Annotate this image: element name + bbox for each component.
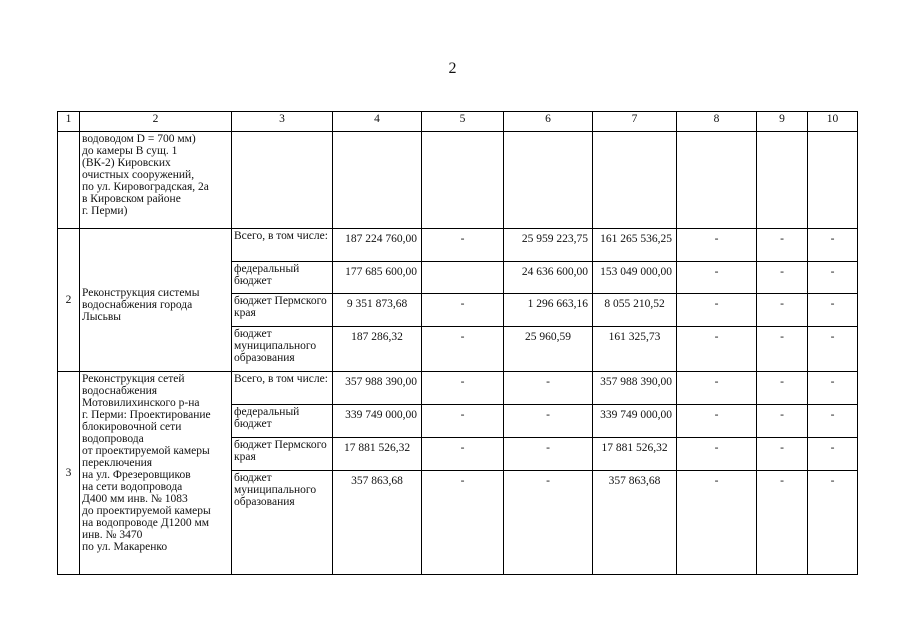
amount-col10: - xyxy=(808,405,858,438)
amount-col9: - xyxy=(757,327,808,372)
amount-col7: 161 265 536,25 xyxy=(593,229,677,262)
amount-col10: - xyxy=(808,438,858,471)
empty-cell xyxy=(808,132,858,229)
amount-col4: 9 351 873,68 xyxy=(333,294,422,327)
funding-source: бюджет Пермского края xyxy=(232,438,333,471)
amount-col10: - xyxy=(808,229,858,262)
empty-cell xyxy=(58,132,80,229)
amount-col9: - xyxy=(757,405,808,438)
amount-col8: - xyxy=(677,262,757,294)
header-cell: 2 xyxy=(80,112,232,132)
amount-col5: - xyxy=(422,372,504,405)
header-cell: 8 xyxy=(677,112,757,132)
project-number: 3 xyxy=(58,372,80,575)
amount-col4: 187 224 760,00 xyxy=(333,229,422,262)
amount-col7: 339 749 000,00 xyxy=(593,405,677,438)
amount-col5: - xyxy=(422,327,504,372)
amount-col7: 17 881 526,32 xyxy=(593,438,677,471)
amount-col6: - xyxy=(504,471,593,575)
amount-col10: - xyxy=(808,262,858,294)
header-cell: 3 xyxy=(232,112,333,132)
amount-col6: - xyxy=(504,405,593,438)
amount-col7: 357 988 390,00 xyxy=(593,372,677,405)
amount-col9: - xyxy=(757,438,808,471)
header-cell: 5 xyxy=(422,112,504,132)
amount-col4: 357 988 390,00 xyxy=(333,372,422,405)
header-cell: 6 xyxy=(504,112,593,132)
funding-source: бюджет муниципального образования xyxy=(232,471,333,575)
amount-col10: - xyxy=(808,294,858,327)
funding-source: бюджет Пермского края xyxy=(232,294,333,327)
amount-col4: 357 863,68 xyxy=(333,471,422,575)
amount-col4: 187 286,32 xyxy=(333,327,422,372)
amount-col10: - xyxy=(808,372,858,405)
amount-col8: - xyxy=(677,327,757,372)
amount-col5: - xyxy=(422,471,504,575)
empty-cell xyxy=(757,132,808,229)
continuation-row xyxy=(58,132,858,229)
funding-source: бюджет муниципального образования xyxy=(232,327,333,372)
amount-col6: 25 960,59 xyxy=(504,327,593,372)
amount-col8: - xyxy=(677,294,757,327)
funding-source: федеральный бюджет xyxy=(232,262,333,294)
empty-cell xyxy=(333,132,422,229)
amount-col5 xyxy=(422,262,504,294)
header-cell: 10 xyxy=(808,112,858,132)
empty-cell xyxy=(593,132,677,229)
amount-col4: 339 749 000,00 xyxy=(333,405,422,438)
amount-col8: - xyxy=(677,372,757,405)
header-cell: 1 xyxy=(58,112,80,132)
amount-col10: - xyxy=(808,471,858,575)
amount-col9: - xyxy=(757,372,808,405)
project-name-continuation: водоводом D = 700 мм) до камеры В сущ. 1 (ВК-2) Кировских очистных сооружений, по ул. Кировоградская, 2а в Кировском районе г. Перми) xyxy=(80,132,232,229)
amount-col4: 17 881 526,32 xyxy=(333,438,422,471)
empty-cell xyxy=(232,132,333,229)
empty-cell xyxy=(677,132,757,229)
amount-col5: - xyxy=(422,229,504,262)
header-row xyxy=(58,112,858,132)
amount-col9: - xyxy=(757,471,808,575)
table-row xyxy=(58,372,858,405)
amount-col7: 153 049 000,00 xyxy=(593,262,677,294)
amount-col8: - xyxy=(677,229,757,262)
amount-col5: - xyxy=(422,438,504,471)
amount-col7: 8 055 210,52 xyxy=(593,294,677,327)
amount-col6: 24 636 600,00 xyxy=(504,262,593,294)
project-name: Реконструкция сетей водоснабжения Мотовилихинского р-на г. Перми: Проектирование блокировочной сети водопровода от проектируемой камеры переключения на ул. Фрезеровщиков на сети водопровода Д400 мм инв. № 1083 до проектируемой камеры на водопроводе Д1200 мм инв. № 3470 по ул. Макаренко xyxy=(80,372,232,575)
amount-col6: 1 296 663,16 xyxy=(504,294,593,327)
amount-col8: - xyxy=(677,438,757,471)
amount-col9: - xyxy=(757,294,808,327)
empty-cell xyxy=(504,132,593,229)
empty-cell xyxy=(422,132,504,229)
amount-col6: - xyxy=(504,438,593,471)
amount-col5: - xyxy=(422,294,504,327)
funding-source: федеральный бюджет xyxy=(232,405,333,438)
amount-col4: 177 685 600,00 xyxy=(333,262,422,294)
funding-source: Всего, в том числе: xyxy=(232,229,333,262)
header-cell: 9 xyxy=(757,112,808,132)
project-number: 2 xyxy=(58,229,80,372)
amount-col8: - xyxy=(677,405,757,438)
amount-col7: 357 863,68 xyxy=(593,471,677,575)
header-cell: 4 xyxy=(333,112,422,132)
table-row xyxy=(58,229,858,262)
amount-col7: 161 325,73 xyxy=(593,327,677,372)
amount-col8: - xyxy=(677,471,757,575)
amount-col5: - xyxy=(422,405,504,438)
funding-source: Всего, в том числе: xyxy=(232,372,333,405)
amount-col10: - xyxy=(808,327,858,372)
project-name: Реконструкция системы водоснабжения города Лысьвы xyxy=(80,229,232,372)
amount-col9: - xyxy=(757,262,808,294)
header-cell: 7 xyxy=(593,112,677,132)
page-number: 2 xyxy=(448,60,457,77)
amount-col6: 25 959 223,75 xyxy=(504,229,593,262)
amount-col6: - xyxy=(504,372,593,405)
amount-col9: - xyxy=(757,229,808,262)
budget-table xyxy=(57,111,858,575)
